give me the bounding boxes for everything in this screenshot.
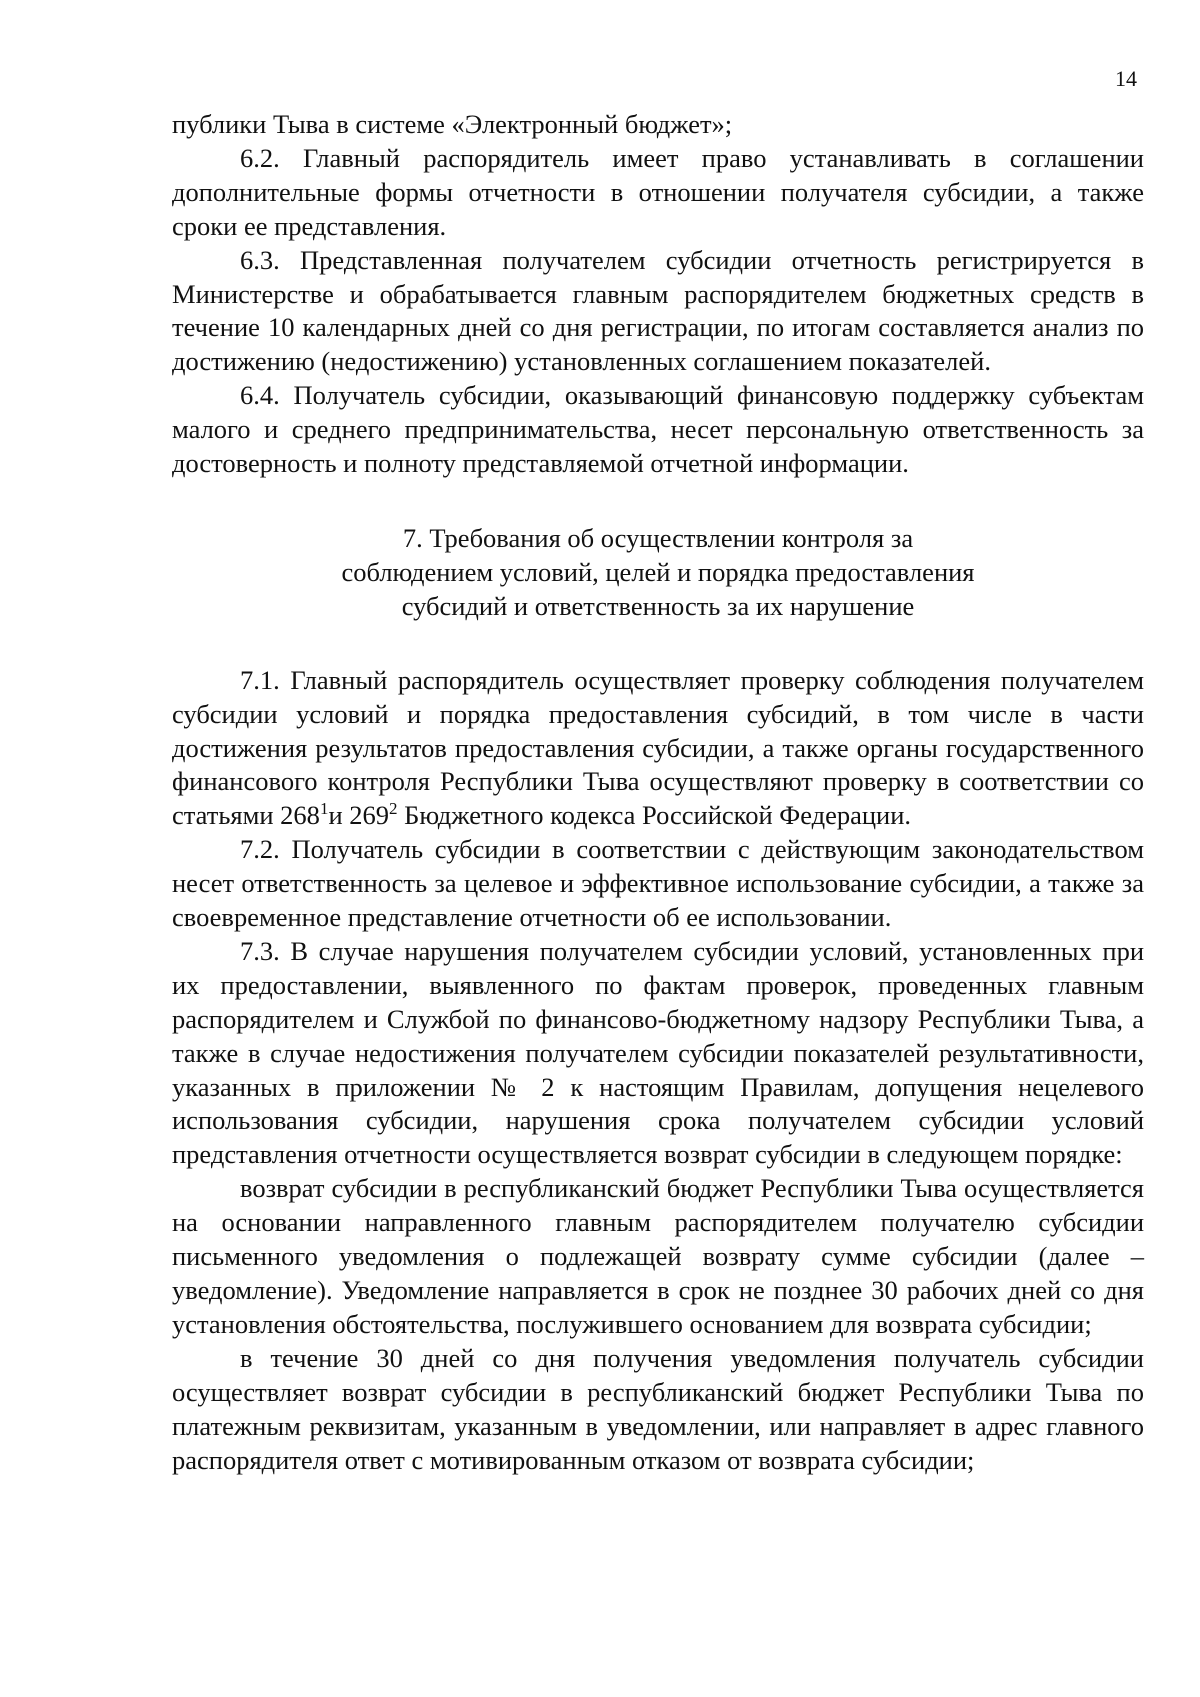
section-heading-line: соблюдением условий, целей и порядка предоставления: [341, 556, 975, 587]
paragraph-6-2: 6.2. Главный распорядитель имеет право устанавливать в соглашении дополнительные формы отчетности в отношении получателя субсидии, а также сроки ее представления.: [172, 142, 1144, 241]
page-number: 14: [1115, 66, 1137, 91]
paragraph-return-notice: возврат субсидии в республиканский бюджет Республики Тыва осуществляется на основании направленного главным распорядителем получателю субсидии письменного уведомления о подлежащей возврату сумме субсидии (далее – уведомление). Уведомление направляется в срок не позднее 30 рабочих дней со дня установления обстоятельства, послужившего основанием для возврата субсидии;: [172, 1173, 1144, 1339]
paragraph-return-deadline: в течение 30 дней со дня получения уведомления получатель субсидии осуществляет возврат субсидии в республиканский бюджет Республики Тыва по платежным реквизитам, указанным в уведомлении, или направляет в адрес главного распорядителя ответ с мотивированным отказом от возврата субсидии;: [172, 1342, 1144, 1475]
paragraph-7-2: 7.2. Получатель субсидии в соответствии с действующим законодательством несет ответственность за целевое и эффективное использование субсидии, а также за своевременное представление отчетности об ее использовании.: [172, 834, 1144, 933]
document-body: [172, 108, 1144, 1477]
superscript: 2: [389, 799, 398, 819]
section-heading: [172, 522, 1144, 624]
section-heading-line: субсидий и ответственность за их нарушение: [401, 590, 915, 621]
superscript: 1: [319, 799, 329, 819]
paragraph-7-1-text: 7.1. Главный распорядитель осуществляет проверку соблюдения получателем субсидии условий и порядка предоставления субсидий, в том числе в части достижения результатов предоставления субсидии, а также органы государственного финансового контроля Республики Тыва осуществляют проверку в соответствии со статьями 268: [172, 664, 1144, 831]
paragraph-7-1-text: Бюджетного кодекса Российской Федерации.: [397, 800, 912, 831]
paragraph-6-4: 6.4. Получатель субсидии, оказывающий финансовую поддержку субъектам малого и среднего предпринимательства, несет персональную ответственность за достоверность и полноту представляемой отчетной информации.: [172, 380, 1144, 479]
paragraph-6-3: 6.3. Представленная получателем субсидии отчетность регистрируется в Министерстве и обрабатывается главным распорядителем бюджетных средств в течение 10 календарных дней со дня регистрации, по итогам составляется анализ по достижению (недостижению) установленных соглашением показателей.: [172, 244, 1144, 377]
paragraph-7-1-text: и 269: [328, 800, 389, 831]
paragraph-7-3: 7.3. В случае нарушения получателем субсидии условий, установленных при их предоставлении, выявленного по фактам проверок, проведенных главным распорядителем и Службой по финансово-бюджетному надзору Республики Тыва, а также в случае недостижения получателем субсидии показателей результативности, указанных в приложении № 2 к настоящим Правилам, допущения нецелевого использования субсидии, нарушения срока получателем субсидии условий представления отчетности осуществляется возврат субсидии в следующем порядке:: [172, 935, 1144, 1170]
section-heading-line: 7. Требования об осуществлении контроля за: [402, 522, 914, 553]
paragraph-continuation: публики Тыва в системе «Электронный бюджет»;: [172, 109, 733, 139]
paragraph-7-1: [172, 664, 1144, 834]
